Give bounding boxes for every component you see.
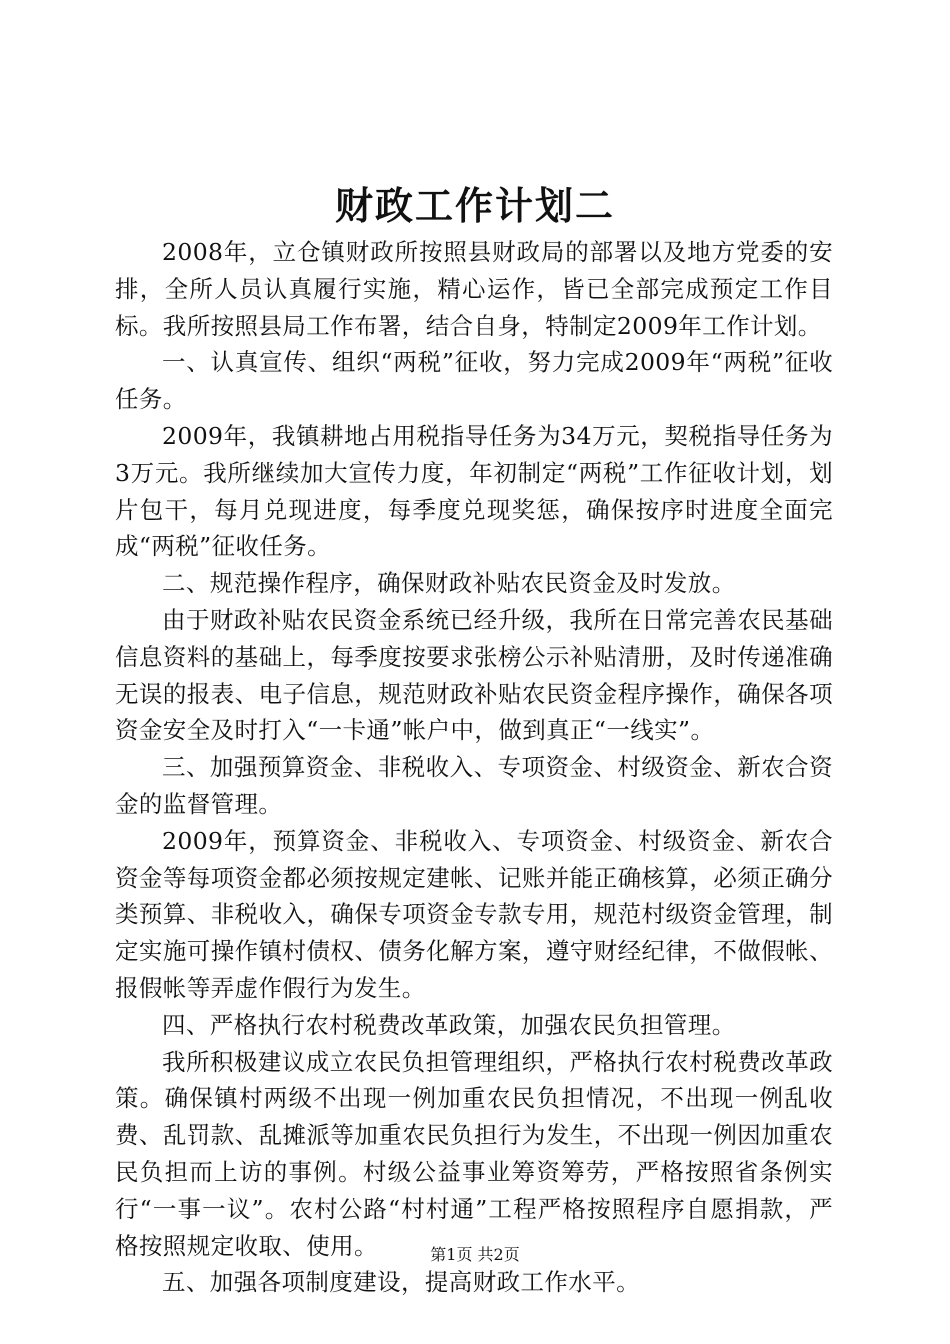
section-heading-5: 五、加强各项制度建设，提高财政工作水平。 <box>162 1268 640 1297</box>
section-heading-2: 二、规范操作程序，确保财政补贴农民资金及时发放。 <box>162 569 736 598</box>
section-paragraph-4: 我所积极建议成立农民负担管理组织，严格执行农村税费改革政策。确保镇村两级不出现一例加重农民负担情况，不出现一例乱收费、乱罚款、乱摊派等加重农民负担行为发生，不出现一例因加重农民负担而上访的事例。村级公益事业筹资筹劳，严格按照省条例实行“一事一议”。农村公路“村村通”工程严格按照程序自愿捐款，严格按照规定收取、使用。 <box>115 1047 833 1260</box>
section-paragraph-1: 2009年，我镇耕地占用税指导任务为34万元，契税指导任务为3万元。我所继续加大宣传力度，年初制定“两税”工作征收计划，划片包干，每月兑现进度，每季度兑现奖惩，确保按序时进度全面完成“两税”征收任务。 <box>115 421 833 561</box>
section-heading-1: 一、认真宣传、组织“两税”征收，努力完成2009年“两税”征收任务。 <box>115 348 833 414</box>
document-body <box>115 234 833 1301</box>
page-number-footer: 第1页 共2页 <box>430 1245 520 1264</box>
section-paragraph-2: 由于财政补贴农民资金系统已经升级，我所在日常完善农民基础信息资料的基础上，每季度按要求张榜公示补贴清册，及时传递准确无误的报表、电子信息，规范财政补贴农民资金程序操作，确保各项资金安全及时打入“一卡通”帐户中，做到真正“一线实”。 <box>115 605 833 745</box>
intro-paragraph: 2008年，立仓镇财政所按照县财政局的部署以及地方党委的安排，全所人员认真履行实施，精心运作，皆已全部完成预定工作目标。我所按照县局工作布署，结合自身，特制定2009年工作计划。 <box>115 238 833 340</box>
section-heading-3: 三、加强预算资金、非税收入、专项资金、村级资金、新农合资金的监督管理。 <box>115 753 833 818</box>
document-title: 财政工作计划二 <box>334 183 615 228</box>
section-heading-4: 四、严格执行农村税费改革政策，加强农民负担管理。 <box>162 1010 736 1039</box>
section-paragraph-3: 2009年，预算资金、非税收入、专项资金、村级资金、新农合资金等每项资金都必须按规定建帐、记账并能正确核算，必须正确分类预算、非税收入，确保专项资金专款专用，规范村级资金管理，制定实施可操作镇村债权、债务化解方案，遵守财经纪律，不做假帐、报假帐等弄虚作假行为发生。 <box>115 826 833 1002</box>
